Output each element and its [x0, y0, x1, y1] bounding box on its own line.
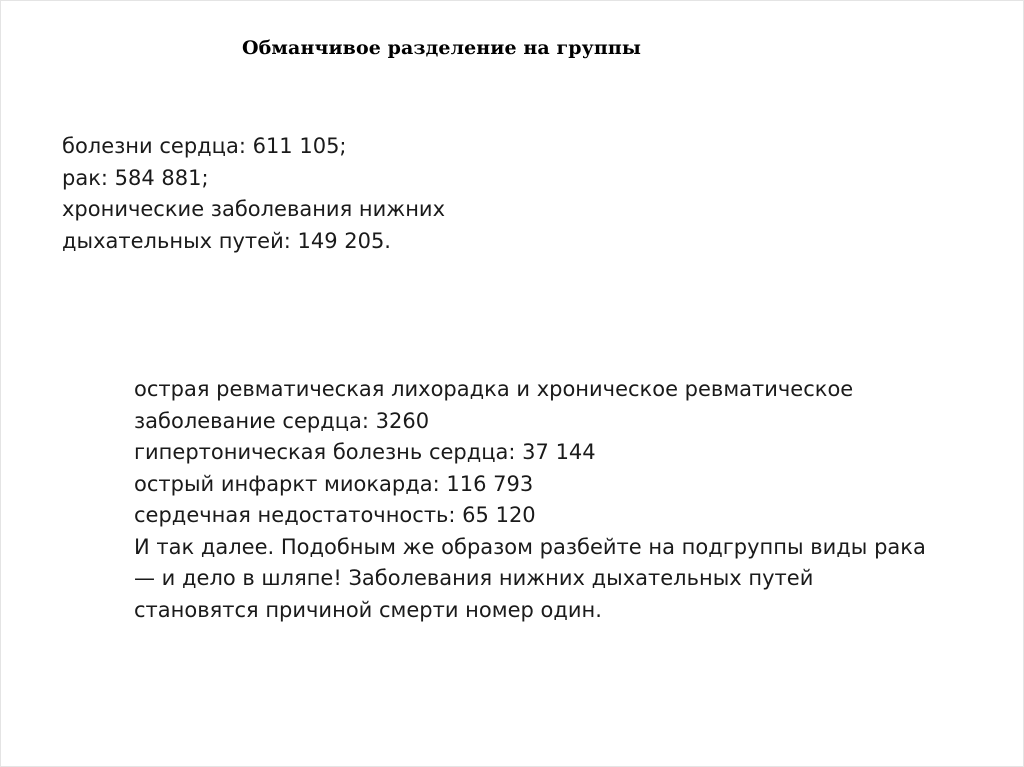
- text-line-conclusion-3: становятся причиной смерти номер один.: [134, 597, 602, 622]
- text-line-heart-disease: болезни сердца: 611 105;: [62, 134, 347, 158]
- text-line-rheumatic-1: острая ревматическая лихорадка и хроническое ревматическое: [134, 377, 854, 401]
- text-line-conclusion-2: — и дело в шляпе! Заболевания нижних дыхательных путей: [134, 566, 814, 590]
- text-line-hypertensive: гипертоническая болезнь сердца: 37 144: [134, 440, 596, 464]
- text-line-heart-failure: сердечная недостаточность: 65 120: [134, 503, 536, 527]
- text-line-respiratory-1: хронические заболевания нижних: [62, 197, 445, 221]
- text-line-rheumatic-2: заболевание сердца: 3260: [134, 408, 430, 433]
- text-line-infarction: острый инфаркт миокарда: 116 793: [134, 471, 534, 496]
- text-line-conclusion-1: И так далее. Подобным же образом разбейте на подгруппы виды рака: [134, 534, 926, 559]
- heart-disease-subgroups: [134, 374, 926, 626]
- death-causes-summary: [62, 131, 445, 257]
- text-line-respiratory-2: дыхательных путей: 149 205.: [62, 228, 391, 253]
- text-line-cancer: рак: 584 881;: [62, 165, 209, 190]
- slide-title: Обманчивое разделение на группы: [242, 37, 642, 59]
